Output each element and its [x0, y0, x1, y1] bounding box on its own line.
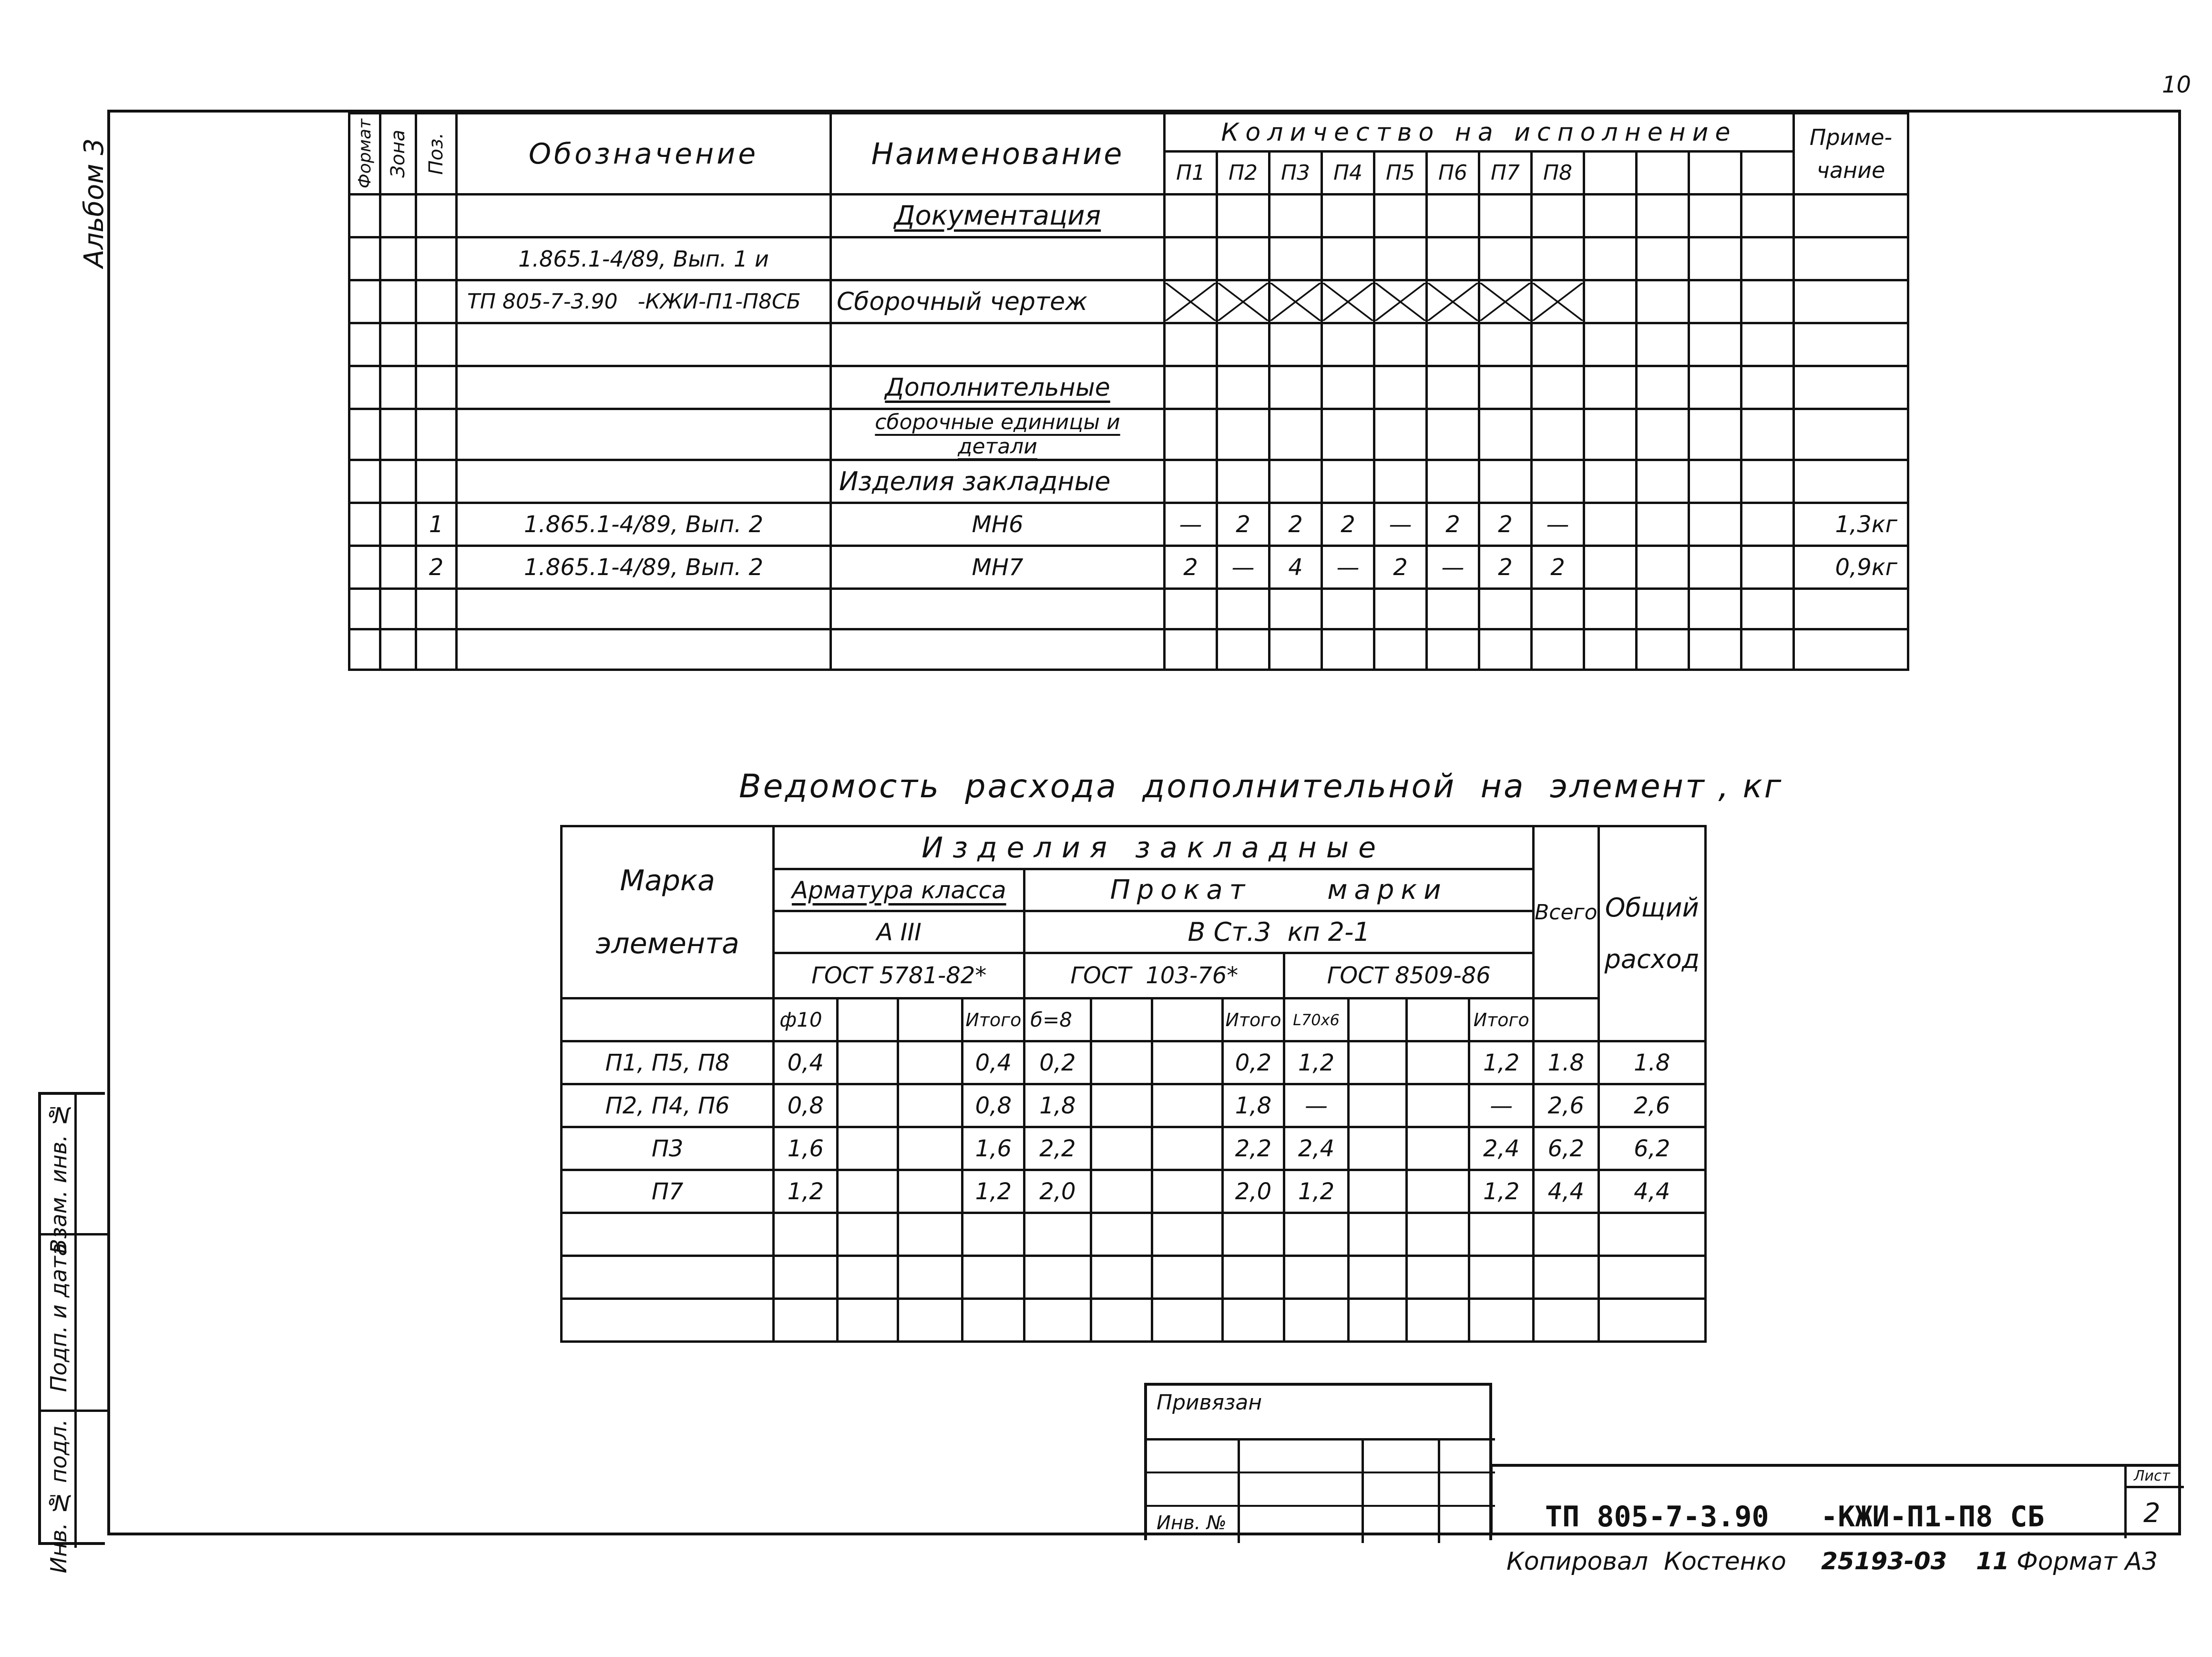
- row-1-qty-6: 2: [1427, 503, 1479, 546]
- row-2-note: 0,9кг: [1794, 546, 1908, 589]
- stamp-code: ТП 805-7-3.90 -КЖИ-П1-П8 СБ: [1545, 1500, 2045, 1533]
- section-additional-1: Дополнительные: [831, 366, 1165, 409]
- variant-10: [1637, 152, 1689, 195]
- binding-tied: Привязан: [1157, 1390, 1262, 1415]
- c-row-2-d8: 1,8: [1024, 1084, 1091, 1127]
- col-general: [1598, 826, 1705, 1041]
- col-mark-line-1: Марка: [620, 864, 715, 897]
- album-label: Альбом 3: [79, 138, 110, 268]
- row-2-qty-7: 2: [1479, 546, 1532, 589]
- rolled-grade: В Ст.3 кп 2-1: [1024, 911, 1534, 953]
- cross-8: [1532, 280, 1584, 323]
- c-row-3-mark: П3: [562, 1127, 774, 1170]
- col-format: Формат: [355, 119, 375, 189]
- row-1-name: МН6: [831, 503, 1165, 546]
- page-number: 10: [2162, 72, 2192, 98]
- variant-11: [1689, 152, 1741, 195]
- c-row-3-all: 6,2: [1534, 1127, 1598, 1170]
- doc-designation-1: 1.865.1-4/89, Вып. 1 и: [457, 237, 831, 280]
- c-row-3-t3: 2,4: [1469, 1127, 1534, 1170]
- col-mark-line-2: элемента: [595, 927, 739, 960]
- c-row-4-phi10: 1,2: [774, 1170, 838, 1213]
- section-additional-2: сборочные единицы и детали: [831, 409, 1165, 460]
- c-row-4-l70: 1,2: [1284, 1170, 1348, 1213]
- row-1-qty-2: 2: [1217, 503, 1270, 546]
- row-2-qty-6: —: [1427, 546, 1479, 589]
- c-row-4-all: 4,4: [1534, 1170, 1598, 1213]
- variant-1: П1: [1165, 152, 1217, 195]
- variant-4: П4: [1322, 152, 1374, 195]
- row-2-name: МН7: [831, 546, 1165, 589]
- gost-8509: ГОСТ 8509-86: [1284, 953, 1534, 998]
- row-2-qty-3: 4: [1270, 546, 1322, 589]
- c-row-1-phi10: 0,4: [774, 1041, 838, 1084]
- variant-2: П2: [1217, 152, 1270, 195]
- row-2-designation: 1.865.1-4/89, Вып. 2: [457, 546, 831, 589]
- col-general-line-2: расход: [1604, 944, 1700, 974]
- c-row-4-t2: 2,0: [1222, 1170, 1284, 1213]
- sub-total-1: Итого: [963, 998, 1024, 1041]
- consumption-title: Ведомость расхода дополнительной на элемент , кг: [739, 768, 1783, 805]
- variant-7: П7: [1479, 152, 1532, 195]
- binding-stamp: [1144, 1383, 1492, 1540]
- order-number: 25193-03: [1821, 1547, 1947, 1575]
- row-2-qty-1: 2: [1165, 546, 1217, 589]
- sub-delta8: б=8: [1024, 998, 1091, 1041]
- row-2-qty-8: 2: [1532, 546, 1584, 589]
- col-embedded: Изделия закладные: [774, 826, 1534, 869]
- spec-row-2: [349, 546, 1908, 589]
- row-1-note: 1,3кг: [1794, 503, 1908, 546]
- consumption-table: [560, 825, 1707, 1343]
- col-mark: [562, 826, 774, 998]
- stamp-sheet-label: Лист: [2134, 1468, 2171, 1484]
- row-1-qty-7: 2: [1479, 503, 1532, 546]
- c-row-1-gen: 1.8: [1598, 1041, 1705, 1084]
- col-total: Всего: [1534, 826, 1598, 998]
- c-row-3-t2: 2,2: [1222, 1127, 1284, 1170]
- c-row-4-gen: 4,4: [1598, 1170, 1705, 1213]
- row-1-qty-3: 2: [1270, 503, 1322, 546]
- col-note: Приме- чание: [1794, 113, 1908, 195]
- rebar-gost: ГОСТ 5781-82*: [774, 953, 1024, 998]
- variant-6: П6: [1427, 152, 1479, 195]
- cross-7: [1479, 280, 1532, 323]
- row-2-qty-5: 2: [1374, 546, 1427, 589]
- c-row-2-all: 2,6: [1534, 1084, 1598, 1127]
- sign-date-label: Подп. и дата: [46, 1243, 72, 1392]
- c-row-1-d8: 0,2: [1024, 1041, 1091, 1084]
- inv-orig-label: Инв. № подл.: [46, 1419, 72, 1574]
- c-row-3-l70: 2,4: [1284, 1127, 1348, 1170]
- rolled-header: Прокат марки: [1024, 869, 1534, 911]
- col-name: Наименование: [831, 113, 1165, 195]
- sub-l70: L70х6: [1284, 998, 1348, 1041]
- gost-103: ГОСТ 103-76*: [1024, 953, 1284, 998]
- consumption-row-1: [562, 1041, 1706, 1084]
- c-row-3-t1: 1,6: [963, 1127, 1024, 1170]
- consumption-row-2: [562, 1084, 1706, 1127]
- row-1-qty-1: —: [1165, 503, 1217, 546]
- replace-inv-label: Взам. инв. №: [46, 1102, 72, 1254]
- col-pos: Поз.: [425, 133, 447, 175]
- c-row-2-phi10: 0,8: [774, 1084, 838, 1127]
- variant-9: [1584, 152, 1637, 195]
- specification-table: [348, 112, 1909, 671]
- stamp-sheet-no: 2: [2143, 1498, 2161, 1529]
- c-row-2-l70: —: [1284, 1084, 1348, 1127]
- binding-inv-no: Инв. №: [1157, 1512, 1227, 1534]
- row-2-qty-4: —: [1322, 546, 1374, 589]
- c-row-2-t3: —: [1469, 1084, 1534, 1127]
- c-row-4-mark: П7: [562, 1170, 774, 1213]
- c-row-1-l70: 1,2: [1284, 1041, 1348, 1084]
- format-label: Формат А3: [2017, 1547, 2158, 1576]
- c-row-2-mark: П2, П4, П6: [562, 1084, 774, 1127]
- c-row-1-t2: 0,2: [1222, 1041, 1284, 1084]
- variant-8: П8: [1532, 152, 1584, 195]
- cross-3: [1270, 280, 1322, 323]
- sub-total-2: Итого: [1222, 998, 1284, 1041]
- row-1-designation: 1.865.1-4/89, Вып. 2: [457, 503, 831, 546]
- rebar-class: Арматура класса: [774, 869, 1024, 911]
- row-2-qty-2: —: [1217, 546, 1270, 589]
- cross-5: [1374, 280, 1427, 323]
- c-row-4-d8: 2,0: [1024, 1170, 1091, 1213]
- c-row-3-gen: 6,2: [1598, 1127, 1705, 1170]
- col-qty-header: Количество на исполнение: [1165, 113, 1794, 152]
- cross-1: [1165, 280, 1217, 323]
- variant-5: П5: [1374, 152, 1427, 195]
- copied-by: Копировал Костенко: [1506, 1547, 1786, 1576]
- c-row-1-mark: П1, П5, П8: [562, 1041, 774, 1084]
- c-row-1-t3: 1,2: [1469, 1041, 1534, 1084]
- consumption-row-3: [562, 1127, 1706, 1170]
- variant-3: П3: [1270, 152, 1322, 195]
- title-stamp: [1490, 1464, 2181, 1535]
- row-1-qty-5: —: [1374, 503, 1427, 546]
- section-embedded: Изделия закладные: [831, 460, 1165, 503]
- cross-4: [1322, 280, 1374, 323]
- c-row-1-t1: 0,4: [963, 1041, 1024, 1084]
- rebar-grade: А III: [774, 911, 1024, 953]
- row-1-qty-8: —: [1532, 503, 1584, 546]
- spec-row-1: [349, 503, 1908, 546]
- row-1-pos: 1: [416, 503, 457, 546]
- c-row-4-t3: 1,2: [1469, 1170, 1534, 1213]
- c-row-2-t1: 0,8: [963, 1084, 1024, 1127]
- c-row-2-gen: 2,6: [1598, 1084, 1705, 1127]
- cross-2: [1217, 280, 1270, 323]
- c-row-4-t1: 1,2: [963, 1170, 1024, 1213]
- c-row-3-phi10: 1,6: [774, 1127, 838, 1170]
- variant-12: [1741, 152, 1794, 195]
- c-row-3-d8: 2,2: [1024, 1127, 1091, 1170]
- cross-6: [1427, 280, 1479, 323]
- doc-name: Сборочный чертеж: [831, 280, 1165, 323]
- side-stamp: [38, 1092, 105, 1574]
- copy-number: 11: [1976, 1547, 2009, 1575]
- doc-designation-2: ТП 805-7-3.90 -КЖИ-П1-П8СБ: [457, 280, 831, 323]
- sub-total-3: Итого: [1469, 998, 1534, 1041]
- sub-phi10: ф10: [774, 998, 838, 1041]
- col-zone: Зона: [387, 130, 409, 178]
- section-documentation: Документация: [831, 195, 1165, 237]
- c-row-1-all: 1.8: [1534, 1041, 1598, 1084]
- row-1-qty-4: 2: [1322, 503, 1374, 546]
- c-row-2-t2: 1,8: [1222, 1084, 1284, 1127]
- row-2-pos: 2: [416, 546, 457, 589]
- col-designation: Обозначение: [457, 113, 831, 195]
- consumption-row-4: [562, 1170, 1706, 1213]
- col-general-line-1: Общий: [1605, 893, 1699, 923]
